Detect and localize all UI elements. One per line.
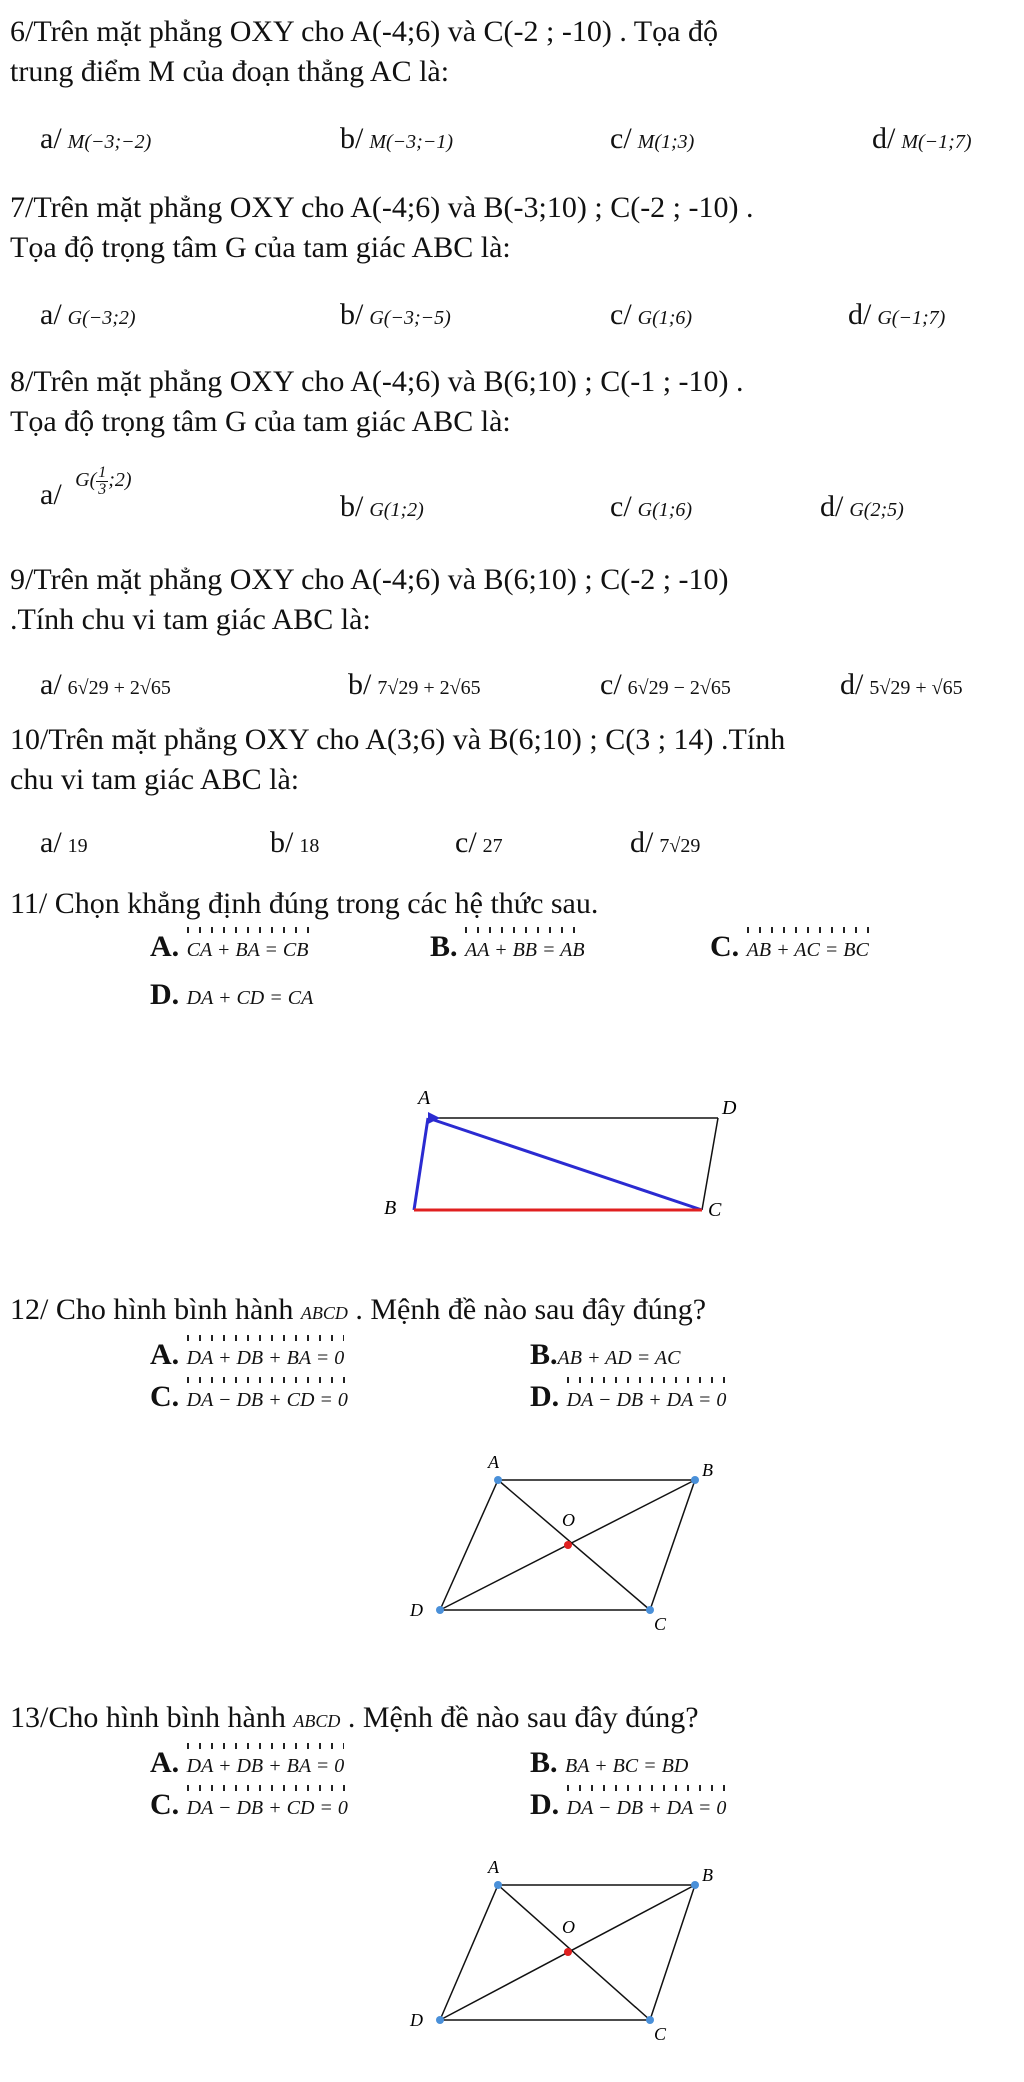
q11-option-b[interactable]: B. AA + BB = AB: [430, 930, 585, 964]
q12-point-b: [691, 1476, 699, 1484]
q11-option-c[interactable]: C. AB + AC = BC: [710, 930, 869, 964]
q7-options: [10, 298, 1010, 338]
q12-figure-parallelogram: [390, 1450, 740, 1635]
q11-option-d[interactable]: D. DA + CD = CA: [150, 978, 314, 1011]
q12-option-b[interactable]: B.AB + AD = AC: [530, 1338, 681, 1371]
q10-option-d[interactable]: d/ 7√29: [630, 826, 701, 859]
q12-abcd: ABCD: [300, 1303, 348, 1323]
q9-option-d[interactable]: d/ 5√29 + √65: [840, 668, 963, 701]
q13-diagonal-ac: [498, 1885, 650, 2020]
q13-point-c: [646, 2016, 654, 2024]
q6-text: [10, 12, 1010, 92]
q13-label-a: A: [488, 1857, 499, 1877]
q10-option-a[interactable]: a/ 19: [40, 826, 88, 859]
q9-option-c[interactable]: c/ 6√29 − 2√65: [600, 668, 731, 701]
q11-edge-dc: [702, 1118, 718, 1210]
q13-line1-post: . Mệnh đề nào sau đây đúng?: [347, 1701, 699, 1734]
q12-line1-pre: 12/ Cho hình bình hành: [10, 1293, 294, 1326]
q11-label-a: A: [418, 1087, 431, 1109]
q10-option-c[interactable]: c/ 27: [455, 826, 503, 859]
q12-line1-post: . Mệnh đề nào sau đây đúng?: [355, 1293, 707, 1326]
q12-label-d: D: [410, 1600, 423, 1620]
q9-options: [10, 668, 1010, 708]
q7-option-d[interactable]: d/ G(−1;7): [848, 298, 946, 331]
q12-point-c: [646, 1606, 654, 1614]
q10-line1: 10/Trên mặt phẳng OXY cho A(3;6) và B(6;10) ; C(3 ; 14) .Tính: [10, 723, 786, 756]
q13-point-o: [564, 1948, 572, 1956]
q13-option-c[interactable]: C. DA − DB + CD = 0: [150, 1788, 348, 1822]
q12-point-d: [436, 1606, 444, 1614]
q11-line1: 11/ Chọn khẳng định đúng trong các hệ thức sau.: [10, 887, 599, 920]
q11-label-b: B: [384, 1197, 397, 1219]
q6-line2: trung điểm M của đoạn thẳng AC là:: [10, 55, 450, 88]
q12-diagonal-ac: [498, 1480, 650, 1610]
q13-options-row2: [10, 1788, 1010, 1828]
q13-line1-pre: 13/Cho hình bình hành: [10, 1701, 286, 1734]
q8-option-d[interactable]: d/ G(2;5): [820, 490, 904, 523]
q13-figure-parallelogram: [390, 1855, 740, 2045]
q10-text: [10, 720, 1010, 800]
q11-options-row1: [10, 930, 1010, 970]
q13-abcd: ABCD: [293, 1711, 341, 1731]
q13-edge-da: [440, 1885, 498, 2020]
q12-edge-da: [440, 1480, 498, 1610]
q7-line2: Tọa độ trọng tâm G của tam giác ABC là:: [10, 231, 511, 264]
q9-line1: 9/Trên mặt phẳng OXY cho A(-4;6) và B(6;10) ; C(-2 ; -10): [10, 563, 729, 596]
q12-text: [10, 1290, 1010, 1333]
q8-option-a[interactable]: a/ $^{G( \frac{1}{3} ;2)}$: [40, 463, 132, 511]
q11-option-a[interactable]: A. CA + BA = CB: [150, 930, 309, 964]
q11-label-c: C: [708, 1199, 722, 1221]
q12-label-b: B: [702, 1460, 713, 1480]
q6-option-a[interactable]: a/ M(−3;−2): [40, 122, 152, 155]
q7-option-a[interactable]: a/ G(−3;2): [40, 298, 136, 331]
q8-options: [10, 463, 1010, 523]
q13-text: [10, 1698, 1010, 1741]
q12-point-o: [564, 1541, 572, 1549]
q8-option-c[interactable]: c/ G(1;6): [610, 490, 693, 523]
q12-option-c[interactable]: C. DA − DB + CD = 0: [150, 1380, 348, 1414]
q12-label-o: O: [562, 1510, 575, 1530]
q10-option-b[interactable]: b/ 18: [270, 826, 320, 859]
q12-option-a[interactable]: A. DA + DB + BA = 0: [150, 1338, 344, 1372]
q13-point-b: [691, 1881, 699, 1889]
q7-line1: 7/Trên mặt phẳng OXY cho A(-4;6) và B(-3;10) ; C(-2 ; -10) .: [10, 191, 754, 224]
q8-line2: Tọa độ trọng tâm G của tam giác ABC là:: [10, 405, 511, 438]
q13-option-a[interactable]: A. DA + DB + BA = 0: [150, 1746, 344, 1780]
q6-line1: 6/Trên mặt phẳng OXY cho A(-4;6) và C(-2 ; -10) . Tọa độ: [10, 15, 718, 48]
q13-label-d: D: [410, 2010, 423, 2030]
q12-options-row1: [10, 1338, 1010, 1378]
q13-point-a: [494, 1881, 502, 1889]
q7-text: [10, 188, 1010, 268]
q11-label-d: D: [722, 1097, 737, 1119]
q10-line2: chu vi tam giác ABC là:: [10, 763, 300, 796]
q12-option-d[interactable]: D. DA − DB + DA = 0: [530, 1380, 726, 1414]
q13-point-d: [436, 2016, 444, 2024]
q6-options: [10, 122, 1010, 162]
q9-option-a[interactable]: a/ 6√29 + 2√65: [40, 668, 171, 701]
q13-option-b[interactable]: B. BA + BC = BD: [530, 1746, 689, 1779]
q13-option-d[interactable]: D. DA − DB + DA = 0: [530, 1788, 726, 1822]
q12-options-row2: [10, 1380, 1010, 1420]
q9-option-b[interactable]: b/ 7√29 + 2√65: [348, 668, 481, 701]
q12-label-a: A: [488, 1452, 499, 1472]
q13-label-b: B: [702, 1865, 713, 1885]
q9-text: [10, 560, 1010, 640]
q8-text: [10, 362, 1010, 442]
q11-text: [10, 884, 1010, 924]
q7-option-b[interactable]: b/ G(−3;−5): [340, 298, 451, 331]
q13-label-o: O: [562, 1917, 575, 1937]
q12-point-a: [494, 1476, 502, 1484]
q11-figure-rectangle: [380, 1087, 737, 1230]
q6-option-b[interactable]: b/ M(−3;−1): [340, 122, 453, 155]
q7-option-c[interactable]: c/ G(1;6): [610, 298, 693, 331]
q8-option-b[interactable]: b/ G(1;2): [340, 490, 424, 523]
q11-vector-ab: [414, 1118, 428, 1210]
q10-options: [10, 826, 1010, 866]
q9-line2: .Tính chu vi tam giác ABC là:: [10, 603, 371, 636]
q13-label-c: C: [654, 2024, 667, 2044]
q11-options-row2: [10, 978, 1010, 1018]
q11-vector-ac: [428, 1118, 702, 1210]
q13-options-row1: [10, 1746, 1010, 1786]
q8-line1: 8/Trên mặt phẳng OXY cho A(-4;6) và B(6;10) ; C(-1 ; -10) .: [10, 365, 744, 398]
q6-option-c[interactable]: c/ M(1;3): [610, 122, 695, 155]
q12-label-c: C: [654, 1614, 667, 1634]
q6-option-d[interactable]: d/ M(−1;7): [872, 122, 972, 155]
